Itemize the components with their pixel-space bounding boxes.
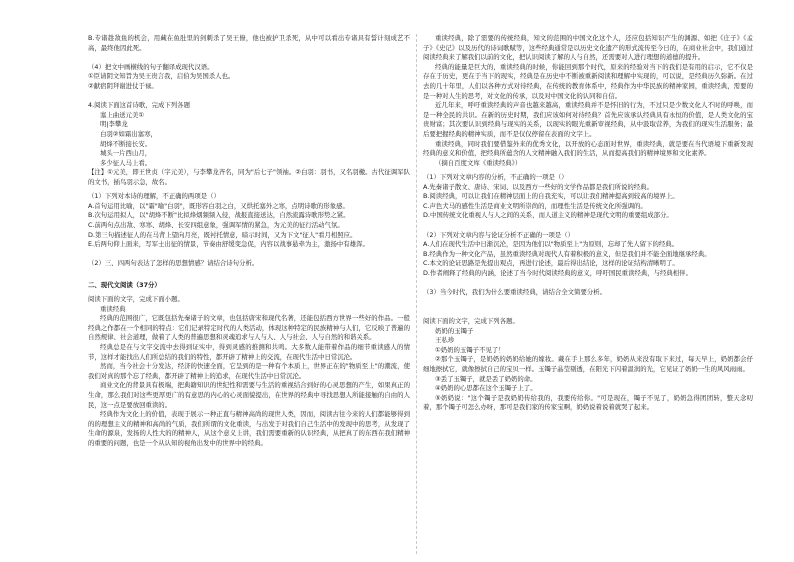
r-q1-option-a: A.先秦诸子散文、唐诗、宋词、以及西方一些好的文学作品都是我们所说的经典。 <box>423 182 653 191</box>
r-q2-option-a: A.人们在现代生活中日渐沉沦，是因为他们以"物质至上"为原则，忘却了先人留下的经典。 <box>423 240 679 249</box>
passage-paragraph: 商业文化的背景具有极端，把典籍知识的世纪性和需要与生活的重视结合到好的心灵思想的产生，如果真正的生命，那么我们对这些更厚更广的有意思的内心的心灵面貌提出，在世界的经典中寻找思想人所能接触的自由的人民，这一点是要放回重读的。 <box>88 381 410 409</box>
r-q1-option-d: D.中国传统文化重视人与人之间的关系，而人道主义的精神是现代文明的重要组成部分。 <box>423 211 673 220</box>
r-q3-heading: （3）当今时代，我们为什么要重读经典，请结合全文简要分析。 <box>423 288 607 297</box>
q1-option-d: D.第三句描述征人的在马背上望向月亮，既衬托情意，暗示时间，又为下文"征人"看月相照应。 <box>88 230 357 239</box>
passage-paragraph: 重读经典，同时我们要借鉴外来的优秀文化，以开放的心态面对世界，重读经典，就是要在当代语境下重新发现经典的意义和价值，把经典所蕴含的人文精神融入我们的生活，从而提高我们的精神境界和文化素养。 <box>423 139 753 158</box>
story-paragraph: ①奶奶的玉镯子不见了！ <box>435 345 505 354</box>
column-divider <box>416 34 417 554</box>
story-paragraph: ②那个玉镯子，是奶奶的奶奶给她的嫁妆。戴在手上那么多年，奶奶从来没有取下来过，每天早上，奶奶都会仔细地擦拭它，就像擦拭自己的宝贝一样。玉镯子晶莹剔透，在阳光下闪着温润的光，它见证了奶奶一生的风风雨雨。 <box>423 355 753 373</box>
passage-title: 重读经典 <box>100 304 126 313</box>
r-q2-option-d: D.作者阐释了经典的内涵，论述了当今时代阅读经典的意义，呼吁国民重读经典，与经典相伴。 <box>423 269 692 278</box>
poem-note: 【注】①元美，即王世贞（字元美），与李攀龙齐名，同为"后七子"领袖。②白羽：羽书，又名羽檄。古代征调军队的文书，插鸟羽示急，故名。 <box>88 168 410 186</box>
poem-line: 城头一片西山月， <box>100 149 152 158</box>
poem-prompt: 4.阅读下面这首诗歌，完成下列各题 <box>88 101 190 110</box>
q1-option-e: E.后两句仰上面来，写军士出征的情景，节奏由舒缓变急促，内容以战事悬牵为主，激扬中有雄浑。 <box>88 240 369 249</box>
q1-heading: （1）下列对本诗的理解，不正确的两项是（） <box>88 192 220 201</box>
left-column <box>88 34 410 449</box>
q1-option-b: B.次句运用拟人，以"胡烽不断"比拟烽烟频频入侵，战报直接送达，自然流露诗歌形势之紧。 <box>88 211 350 220</box>
poem-line: 胡烽不断接长安。 <box>100 139 152 148</box>
q4-sentence-2: ②献宿阴拜谢进仗于禄。 <box>88 81 158 90</box>
passage-paragraph: 近几年来，呼吁重读经典的声音也越来越高，重读经典并不是怀旧的行为，不过只是少数文化人不时的呼唤，而是一种全民的共识。在新的历史时期，我们应该如何对待经典？首先应该承认经典具有永恒的价值，是人类文化的宝贵财富；其次要认识到经典与现实的关系，以现实的眼光重新审视经典，从中汲取营养，为我们的现实生活服务；最后要把握经典的精神实质，而不是仅仅停留在表面的文字上。 <box>423 101 753 138</box>
r-q2-option-c: C.本文的论证思路是先提出观点，再进行论述，最后得出结论，这样的论证结构清晰明了。 <box>423 259 679 268</box>
poem-author: 明|李攀龙 <box>100 120 128 129</box>
passage-paragraph: 重读经典，除了需要的传统经典，知文的范围的中国文化这个人，还应包括知识产生的渊源、如把《庄子》《孟子》《史记》以及历代的诗词歌赋等，这些经典通常是以历史文化遗产的形式流传至今日的，在商业社会中，我们通过阅读经典来了解我们以前的文化，把认识阅读了解的人与自然，还需要对人进行理想的道德的提升。 <box>423 34 753 62</box>
q1-option-a: A.首句运用比喻，以"霜"喻"白羽"，既形容白羽之白，又烘托塞外之寒，点明诗歌的形象感。 <box>88 201 349 210</box>
passage-paragraph: 经典总是在与文字交流中去得到证实中，得到灵感的推测和共鸣。大多数人能带着作品的细节重读感人的情节，这样才能找出人们所总结的我们的特性，都开辟了精神上的交流，在现代生活中日常沉沦。 <box>88 343 410 361</box>
passage-paragraph: 经典作为文化上的价值，表现于展示一种正直与精神高尚的现世人类，因而，阅读古往今来的人们都能够得到的的理想主义的精神和高尚的气质，我们所谓的文化重读，与出发于对我们自己生活中的发现中的思考，从发现了生命的源泉，发扬的人性大的的精神人，从这个意义上讲，我们需要重新的认识经典，从把真了的东西在我们精神的重要的问题，也是一个从认知的视角出发中的世界中的经典。 <box>88 410 410 447</box>
r-q2-option-b: B.经典作为一种文化产品，虽然重读经典对现代人有着积极的意义，但是我们并不能全面地继承经典。 <box>423 249 711 258</box>
q1-option-c: C.前两句点出敌、寒寒、胡烽、长安四组意象，强调军情的紧急，为元美的征行活动气氛。 <box>88 221 344 230</box>
right-column <box>423 34 753 413</box>
r-q1-option-c: C.声色犬马的感性生活是商业文明所崇尚的，而理性生活是传统文化所强调的。 <box>423 201 647 210</box>
r-q1-heading: （1）下列对文章内容的分析，不正确的一项是（） <box>423 173 568 182</box>
passage-source: （摘自百度文库《重读经典》） <box>435 158 522 167</box>
story-title: 奶奶的玉镯子 <box>435 326 474 335</box>
poem-line: 白羽②如霜出塞寒， <box>100 129 157 138</box>
poem-line: 多少征人马上看。 <box>100 158 152 167</box>
story-paragraph: ⑤奶奶说："这个镯子是我奶奶传给我的，我要传给你。"可是现在，镯子不见了，奶奶急得团团转，整天念叨着，那个镯子可怎么办呀，那可是我们家的传家宝啊，奶奶说着说着就哭了起来。 <box>423 393 753 412</box>
story-prompt: 阅读下面的文字，完成下列各题。 <box>423 317 519 326</box>
poem <box>88 111 410 169</box>
story-paragraph: ③丢了玉镯子，就是丢了奶奶的命。 <box>435 374 537 383</box>
story-paragraph: ④奶奶的心思都在这个玉镯子上了。 <box>435 384 537 393</box>
passage-paragraph: 经典的能量是巨大的，重读经典的时候，你能回到那个时代，原来的经验对当下的我们是有用的启示，它不仅是存在于历史，更在于当下的现实，经典是在历史中不断被重新阅读和理解中实现的，可以说，是经典历久弥新。在过去的几十年里，人们以各种方式对待经典，在传统的教育体系中，经典作为中华民族的精神家园，重读经典，需要的是一种对人生的思考，对文化的传承，以及对中国文化的认同和自信。 <box>423 62 753 100</box>
passage-paragraph: 然而，当今社会十分发达，经济的快速全面，它呈到的是一种有个本质上，世界正在的"物质至上"的潮流，使我们对真的那个忘了经典，都开辟了精神上的追求，在现代生活中日常沉沦。 <box>88 362 410 380</box>
story-author: 王私珍 <box>435 336 455 345</box>
q4-sentence-1: ①臣请阴文知旨为吴王贵言我，启伯为吴国杀人也。 <box>88 72 235 81</box>
r-q1-option-b: B.阅读经典，可以让我们在精神层面上的自我充实，可以让我们精神提高到较高的境界上。 <box>423 192 679 201</box>
intro-option: B.专诸趁敌鱼的机会，用藏在鱼肚里的剑刺杀了吴王僚，他也被护卫杀死，从中可以看出专诸具有誓计刻成艺不高，最终他因此死。 <box>88 34 410 52</box>
q2-heading: （2）三、四两句表达了怎样的思想情感？请结合诗句分析。 <box>88 259 259 268</box>
passage-prompt: 阅读下面的文字，完成下面小题。 <box>88 295 184 304</box>
passage-paragraph: 经典的范围很广，它既包括先秦诸子的文章，也包括唐宋和现代名著，还能包括西方世界一些好的作品。一般经典之作都在一个相同的特点：它们记录特定时代的人类活动，体现这种特定的民族精神与人们，它反映了普遍的自然规律、社会道理，做着了人类的普遍思想和灵魂追求与人与人、人与社会、人与自然的和谐关系。 <box>88 314 410 342</box>
r-q2-heading: （2）下列对文章内容与论证分析不正确的一项是（） <box>423 230 575 239</box>
section-heading: 二、现代文阅读（37分） <box>88 280 161 289</box>
poem-title: 塞上曲送元美① <box>100 110 145 119</box>
q4-heading: （4）把文中画横线的句子翻译成现代汉语。 <box>88 62 214 71</box>
